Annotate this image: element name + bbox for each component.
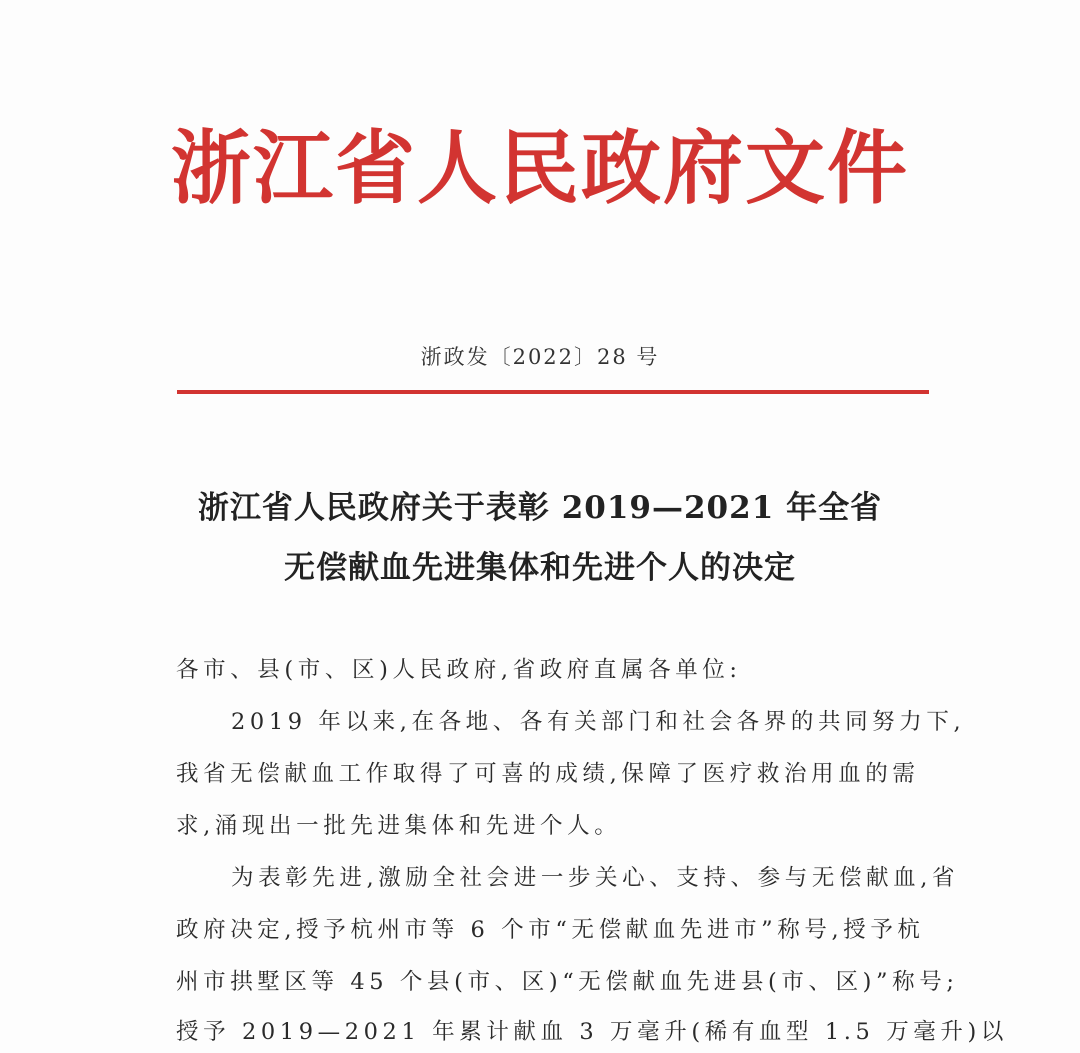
paragraph-2-line-1: 为表彰先进,激励全社会进一步关心、支持、参与无偿献血,省 [231, 865, 960, 891]
red-divider-line [177, 390, 929, 394]
decision-title-line-1: 浙江省人民政府关于表彰 2019—2021 年全省 [197, 490, 883, 526]
salutation: 各市、县(市、区)人民政府,省政府直属各单位: [176, 657, 742, 683]
paragraph-2-line-4: 授予 2019—2021 年累计献血 3 万毫升(稀有血型 1.5 万毫升)以 [176, 1019, 1008, 1045]
paragraph-1-line-2: 我省无偿献血工作取得了可喜的成绩,保障了医疗救治用血的需 [176, 761, 920, 787]
paragraph-1-line-3: 求,涌现出一批先进集体和先进个人。 [176, 813, 622, 839]
paragraph-1-line-1: 2019 年以来,在各地、各有关部门和社会各界的共同努力下, [231, 709, 966, 735]
document-banner-title: 浙江省人民政府文件 [171, 121, 909, 215]
decision-title-line-2: 无偿献血先进集体和先进个人的决定 [284, 550, 796, 586]
paragraph-2-line-2: 政府决定,授予杭州市等 6 个市“无偿献血先进市”称号,授予杭 [176, 917, 925, 943]
document-number: 浙政发〔2022〕28 号 [420, 345, 660, 369]
paragraph-2-line-3: 州市拱墅区等 45 个县(市、区)“无偿献血先进县(市、区)”称号; [176, 969, 959, 995]
